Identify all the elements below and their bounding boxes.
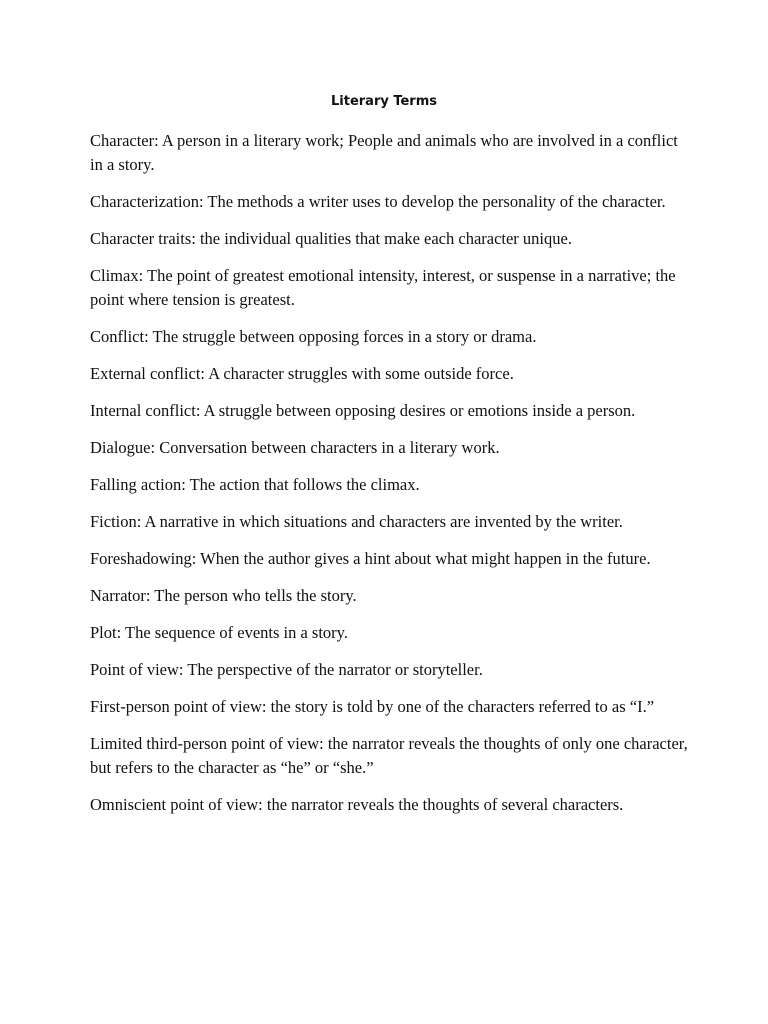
term-conflict: Conflict: The struggle between opposing forces in a story or drama. xyxy=(90,327,537,346)
term-point-of-view: Point of view: The perspective of the narrator or storyteller. xyxy=(90,660,483,679)
term-characterization: Characterization: The methods a writer uses to develop the personality of the character. xyxy=(90,192,666,211)
term-omniscient-pov: Omniscient point of view: the narrator reveals the thoughts of several characters. xyxy=(90,795,624,814)
term-character: Character: A person in a literary work; People and animals who are involved in a conflict in a story. xyxy=(90,131,678,174)
term-external-conflict: External conflict: A character struggles with some outside force. xyxy=(90,364,514,383)
term-list xyxy=(90,129,690,830)
term-foreshadowing: Foreshadowing: When the author gives a hint about what might happen in the future. xyxy=(90,549,651,568)
term-dialogue: Dialogue: Conversation between characters in a literary work. xyxy=(90,438,500,457)
term-narrator: Narrator: The person who tells the story. xyxy=(90,586,357,605)
page-title: Literary Terms xyxy=(330,94,438,109)
term-falling-action: Falling action: The action that follows the climax. xyxy=(90,475,420,494)
term-climax: Climax: The point of greatest emotional intensity, interest, or suspense in a narrative; the point where tension is greatest. xyxy=(90,266,676,309)
term-character-traits: Character traits: the individual qualities that make each character unique. xyxy=(90,229,572,248)
term-first-person-pov: First-person point of view: the story is told by one of the characters referred to as “I.” xyxy=(90,697,655,716)
term-plot: Plot: The sequence of events in a story. xyxy=(90,623,348,642)
term-internal-conflict: Internal conflict: A struggle between opposing desires or emotions inside a person. xyxy=(90,401,636,420)
term-limited-third-person-pov: Limited third-person point of view: the narrator reveals the thoughts of only one character, but refers to the character as “he” or “she.” xyxy=(90,734,688,777)
term-fiction: Fiction: A narrative in which situations and characters are invented by the writer. xyxy=(90,512,623,531)
